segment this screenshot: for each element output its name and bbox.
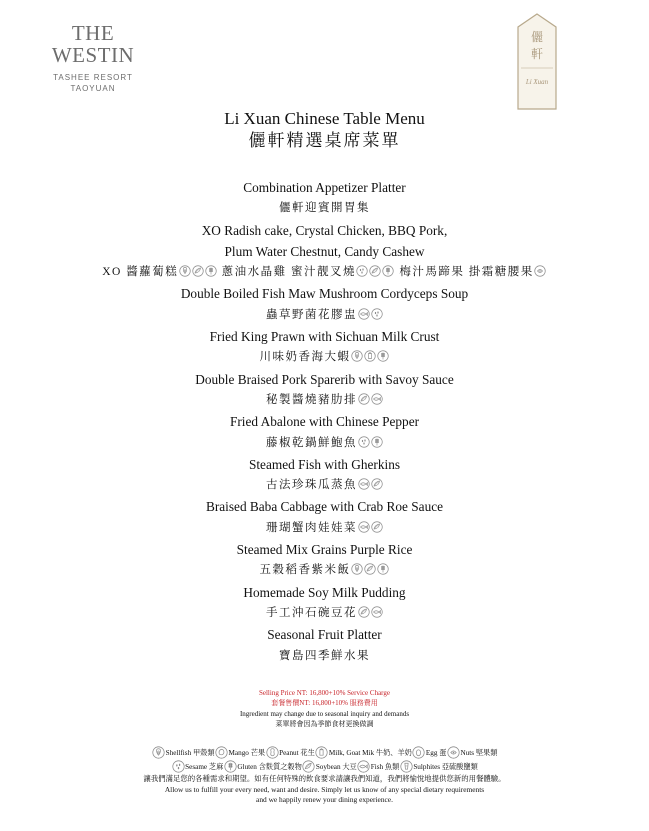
menu-title-block <box>0 108 649 152</box>
menu-item-en: Homemade Soy Milk Pudding <box>243 584 406 600</box>
legend-item <box>357 763 400 771</box>
allergen-legend <box>0 746 649 806</box>
menu-item-zh-text: 蔥油水晶雞 蜜汁靓叉燒 <box>217 266 356 279</box>
menu-item-zh: 儷軒迎賓開胃集 <box>279 202 370 215</box>
soybean-icon <box>358 606 370 618</box>
legend-item <box>446 749 497 757</box>
legend-label: Egg 蛋 <box>425 749 447 757</box>
svg-text:軒: 軒 <box>530 47 544 61</box>
menu-item-zh <box>0 390 649 411</box>
menu-item-zh-text: 古法珍珠瓜蒸魚 <box>266 479 357 492</box>
milk-icon <box>315 746 328 759</box>
sesame-icon <box>371 308 383 320</box>
nuts-icon <box>534 265 546 277</box>
menu-item-en: Fried King Prawn with Sichuan Milk Crust <box>209 329 440 345</box>
legend-item <box>412 749 447 757</box>
legend-item <box>223 763 302 771</box>
legend-item <box>399 763 478 771</box>
menu-item-zh <box>0 603 649 624</box>
menu-title-en: Li Xuan Chinese Table Menu <box>224 109 425 128</box>
dietary-note-zh: 讓我們滿足您的各種需求和期望。如有任何特殊的飲食要求請讓我們知道，我們將愉悅地提供您新的用餐體驗。 <box>143 774 506 783</box>
menu-item-zh <box>0 560 649 581</box>
mango-icon <box>215 746 228 759</box>
menu-item-zh-text: 珊瑚蟹肉娃娃菜 <box>266 521 357 534</box>
dietary-note-en-2: and we happily renew your dining experience. <box>256 795 393 804</box>
soybean-icon <box>371 521 383 533</box>
menu-item-zh-text: 手工沖石碗豆花 <box>266 606 357 619</box>
fish-icon <box>371 606 383 618</box>
gluten-icon <box>377 563 389 575</box>
legend-label: Milk, Goat Mik 牛奶、羊奶 <box>328 749 412 757</box>
shellfish-icon <box>152 746 165 759</box>
soybean-icon <box>364 563 376 575</box>
menu-list <box>0 177 649 667</box>
fish-icon <box>358 308 370 320</box>
shellfish-icon <box>351 563 363 575</box>
legend-item <box>171 763 223 771</box>
menu-item-zh-text: 川味奶香海大蝦 <box>259 351 351 364</box>
fish-icon <box>358 521 370 533</box>
svg-text:儷: 儷 <box>530 30 544 44</box>
soybean-icon <box>192 265 204 277</box>
shellfish-icon <box>179 265 191 277</box>
legend-label: Soybean 大豆 <box>315 763 357 771</box>
menu-item-zh-text: 藤椒乾鍋鮮鮑魚 <box>266 436 357 449</box>
legend-label: Shellfish 甲殼類 <box>165 749 215 757</box>
shellfish-icon <box>351 350 363 362</box>
sulphites-icon <box>400 760 413 773</box>
menu-item-zh: 寶島四季鮮水果 <box>279 649 370 662</box>
menu-item-en: Braised Baba Cabbage with Crab Roe Sauce <box>205 499 444 515</box>
li-xuan-badge <box>517 13 557 113</box>
gluten-icon <box>205 265 217 277</box>
soybean-icon <box>358 393 370 405</box>
dietary-note-en-1: Allow us to fulfill your every need, want and desire. Simply let us know of any special dietary requirements <box>164 784 485 794</box>
menu-item-en: Steamed Fish with Gherkins <box>248 456 401 472</box>
sesame-icon <box>172 760 185 773</box>
soybean-icon <box>302 760 315 773</box>
soybean-icon <box>371 478 383 490</box>
logo-resort: TASHEE RESORT <box>53 73 133 82</box>
legend-item <box>265 749 315 757</box>
menu-item-en: XO Radish cake, Crystal Chicken, BBQ Pork, <box>201 222 448 238</box>
legend-label: Fish 魚類 <box>370 763 400 771</box>
menu-item-en: Fried Abalone with Chinese Pepper <box>229 414 420 430</box>
menu-item-en: Combination Appetizer Platter <box>243 180 406 195</box>
logo-location: TAOYUAN <box>70 84 116 93</box>
menu-item-en: Seasonal Fruit Platter <box>267 627 382 643</box>
legend-label: Nuts 堅果類 <box>460 749 498 757</box>
price-zh: 套餐售價NT: 16,800+10% 服務費用 <box>271 699 378 708</box>
legend-label: Mango 芒果 <box>228 749 266 757</box>
menu-item-zh-text: 梅汁馬蹄果 掛霜糖腰果 <box>394 266 534 279</box>
menu-item-zh-text: 蟲草野菌花膠盅 <box>266 308 357 321</box>
legend-label: Peanut 花生 <box>279 749 315 757</box>
price-en: Selling Price NT: 16,800+10% Service Charge <box>258 689 390 697</box>
menu-item-zh <box>0 433 649 454</box>
menu-item-en: Steamed Mix Grains Purple Rice <box>236 542 413 558</box>
logo-brand: THE WESTIN <box>51 21 135 67</box>
menu-item-zh <box>0 518 649 539</box>
menu-title-zh: 儷軒精選桌席菜單 <box>248 131 401 150</box>
milk-icon <box>364 350 376 362</box>
menu-item-en: Double Braised Pork Sparerib with Savoy Sauce <box>195 371 454 387</box>
legend-item <box>315 749 412 757</box>
legend-item <box>152 749 215 757</box>
fish-icon <box>357 760 370 773</box>
gluten-icon <box>377 350 389 362</box>
badge-script: Li Xuan <box>525 78 549 86</box>
ingredient-note-zh: 菜單將會因為季節食材更換做調 <box>275 719 374 728</box>
menu-item-en: Plum Water Chestnut, Candy Cashew <box>224 243 425 259</box>
menu-item-en: Double Boiled Fish Maw Mushroom Cordyceps Soup <box>180 286 469 302</box>
egg-icon <box>412 746 425 759</box>
legend-item <box>215 749 266 757</box>
fish-icon <box>371 393 383 405</box>
sesame-icon <box>356 265 368 277</box>
menu-item-zh-text: 秘製醬燒豬肋排 <box>266 393 357 406</box>
gluten-icon <box>224 760 237 773</box>
legend-item <box>302 763 357 771</box>
pricing-block <box>0 688 649 729</box>
sesame-icon <box>358 436 370 448</box>
menu-item-zh-text: XO 醬蘿蔔糕 <box>102 266 179 279</box>
gluten-icon <box>382 265 394 277</box>
legend-row-1 <box>0 746 649 760</box>
peanut-icon <box>266 746 279 759</box>
westin-logo <box>33 22 153 94</box>
fish-icon <box>358 478 370 490</box>
menu-item-zh <box>0 305 649 326</box>
gluten-icon <box>371 436 383 448</box>
menu-item-zh <box>0 475 649 496</box>
legend-label: Sesame 芝麻 <box>185 763 224 771</box>
legend-label: Sulphites 亞硫酸鹽類 <box>413 763 478 771</box>
menu-item-zh <box>0 347 649 368</box>
legend-label: Gluten 含麩質之穀物 <box>237 763 302 771</box>
menu-item-zh <box>0 262 649 283</box>
legend-row-2 <box>0 760 649 774</box>
soybean-icon <box>369 265 381 277</box>
menu-item-zh-text: 五穀稻香紫米飯 <box>259 564 351 577</box>
ingredient-note-en: Ingredient may change due to seasonal inquiry and demands <box>239 709 410 718</box>
nuts-icon <box>447 746 460 759</box>
